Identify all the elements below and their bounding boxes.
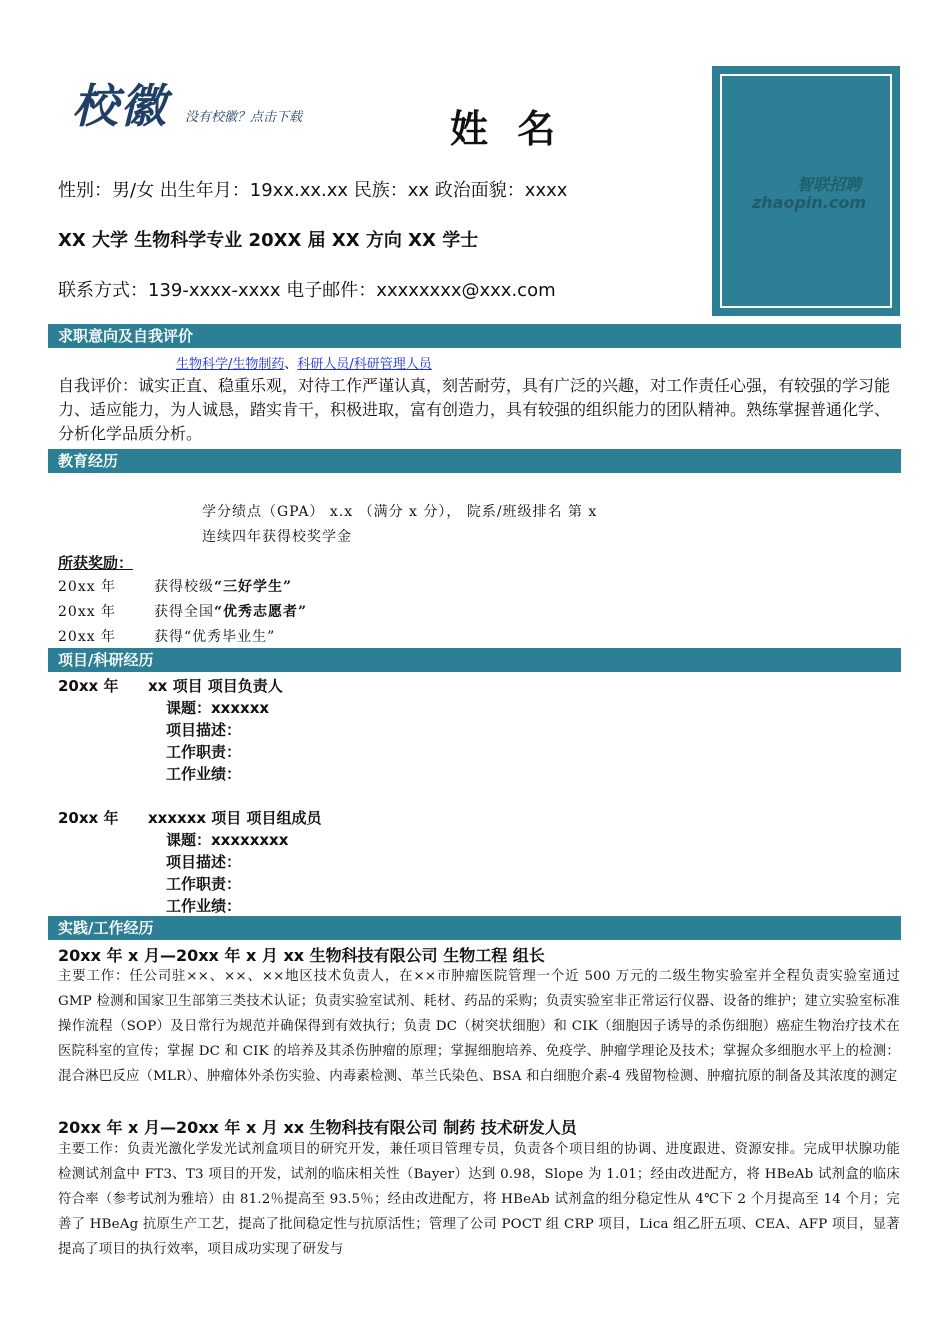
watermark-en: zhaopin.com	[751, 193, 867, 212]
contact-info-line: 联系方式：139-xxxx-xxxx 电子邮件：xxxxxxxx@xxx.com	[58, 280, 556, 301]
work-item-heading: 20xx 年 x 月—20xx 年 x 月 xx 生物科技有限公司 制药 技术研发人员	[58, 1118, 577, 1137]
project-description: 项目描述：	[166, 721, 242, 739]
scholarship-line: 连续四年获得校奖学金	[202, 529, 352, 545]
project-result: 工作业绩：	[166, 897, 242, 915]
project-name: xx 项目 项目负责人	[148, 677, 283, 695]
resume-name: 姓 名	[450, 107, 564, 151]
awards-label: 所获奖励：	[58, 554, 134, 572]
job-intent-links	[176, 353, 432, 372]
job-intent-link-research[interactable]: 科研人员/科研管理人员	[297, 357, 432, 372]
logo-download-link[interactable]: 没有校徽？点击下载	[185, 110, 303, 125]
photo-placeholder	[720, 74, 892, 308]
award-highlight: “优秀志愿者”	[214, 604, 308, 620]
self-evaluation: 自我评价：诚实正直、稳重乐观，对待工作严谨认真，刻苦耐劳，具有广泛的兴趣，对工作责任心强，有较强的学习能力、适应能力，为人诚恳，踏实肯干，积极进取，富有创造力，具有较强的组织能力的团队精神。熟练掌握普通化学、分析化学品质分析。	[58, 376, 891, 443]
project-topic: 课题：xxxxxxxx	[166, 831, 289, 849]
award-highlight: “三好学生”	[214, 579, 293, 595]
award-item	[154, 576, 292, 596]
award-year: 20xx 年	[58, 629, 117, 645]
award-item	[154, 601, 307, 621]
award-prefix: 获得“优秀毕业生”	[154, 629, 276, 645]
personal-info-line: 性别：男/女 出生年月：19xx.xx.xx 民族：xx 政治面貌：xxxx	[58, 180, 568, 201]
project-result: 工作业绩：	[166, 765, 242, 783]
project-duty: 工作职责：	[166, 743, 242, 761]
award-item	[154, 626, 275, 646]
project-duty: 工作职责：	[166, 875, 242, 893]
project-description: 项目描述：	[166, 853, 242, 871]
zhaopin-watermark	[734, 176, 884, 212]
project-year: 20xx 年	[58, 677, 119, 695]
work-item-heading: 20xx 年 x 月—20xx 年 x 月 xx 生物科技有限公司 生物工程 组长	[58, 946, 545, 965]
award-prefix: 获得校级	[154, 579, 214, 595]
gpa-line: 学分绩点（GPA） x.x （满分 x 分）， 院系/班级排名 第 x	[202, 504, 598, 520]
section-education-header: 教育经历	[48, 449, 901, 473]
project-topic: 课题：xxxxxx	[166, 699, 270, 717]
project-name: xxxxxx 项目 项目组成员	[148, 809, 322, 827]
section-work-header: 实践/工作经历	[48, 916, 901, 940]
education-summary-line: XX 大学 生物科学专业 20XX 届 XX 方向 XX 学士	[58, 230, 479, 251]
work-item-body: 主要工作：负责光激化学发光试剂盒项目的研究开发，兼任项目管理专员，负责各个项目组的协调、进度跟进、资源安排。完成甲状腺功能检测试剂盒中 FT3、T3 项目的开发，试剂的临床相关性（Bayer）达到 0.98，Slope 为 1.01；经由改进配方，将 HBeAb 试剂盒的临床符合率（参考试剂为雅培）由 81.2％提高至 93.5％；经由改进配方，将 HBeAb 试剂盒的组分稳定性从 4℃下 2 个月提高至 14 个月；完善了 HBeAg 抗原生产工艺，提高了批间稳定性与抗原活性；管理了公司 POCT 组 CRP 项目，Lica 组乙肝五项、CEA、AFP 项目，显著提高了项目的执行效率，项目成功实现了研发与	[58, 1142, 900, 1257]
award-prefix: 获得全国	[154, 604, 214, 620]
photo-frame[interactable]	[712, 66, 900, 316]
award-year: 20xx 年	[58, 604, 117, 620]
link-separator: 、	[284, 357, 298, 372]
watermark-cn: 智联招聘	[796, 175, 861, 194]
job-intent-link-biology[interactable]: 生物科学/生物制药	[176, 357, 285, 372]
section-objective-header: 求职意向及自我评价	[48, 324, 901, 348]
section-projects-header: 项目/科研经历	[48, 648, 901, 672]
project-year: 20xx 年	[58, 809, 119, 827]
award-year: 20xx 年	[58, 579, 117, 595]
work-item-body: 主要工作：任公司驻××、××、××地区技术负责人，在××市肿瘤医院管理一个近 500 万元的二级生物实验室并全程负责实验室通过 GMP 检测和国家卫生部第三类技术认证；负责实验室试剂、耗材、药品的采购；负责实验室非正常运行仪器、设备的维护；建立实验室标准操作流程（SOP）及日常行为规范并确保得到有效执行；负责 DC（树突状细胞）和 CIK（细胞因子诱导的杀伤细胞）癌症生物治疗技术在医院科室的宣传；掌握 DC 和 CIK 的培养及其杀伤肿瘤的原理；掌握细胞培养、免疫学、肿瘤学理论及技术；掌握众多细胞水平上的检测：混合淋巴反应（MLR）、肿瘤体外杀伤实验、内毒素检测、革兰氏染色、BSA 和白细胞介素-4 残留物检测、肿瘤抗原的制备及其浓度的测定	[58, 969, 900, 1084]
school-logo: 校徽	[72, 79, 168, 133]
